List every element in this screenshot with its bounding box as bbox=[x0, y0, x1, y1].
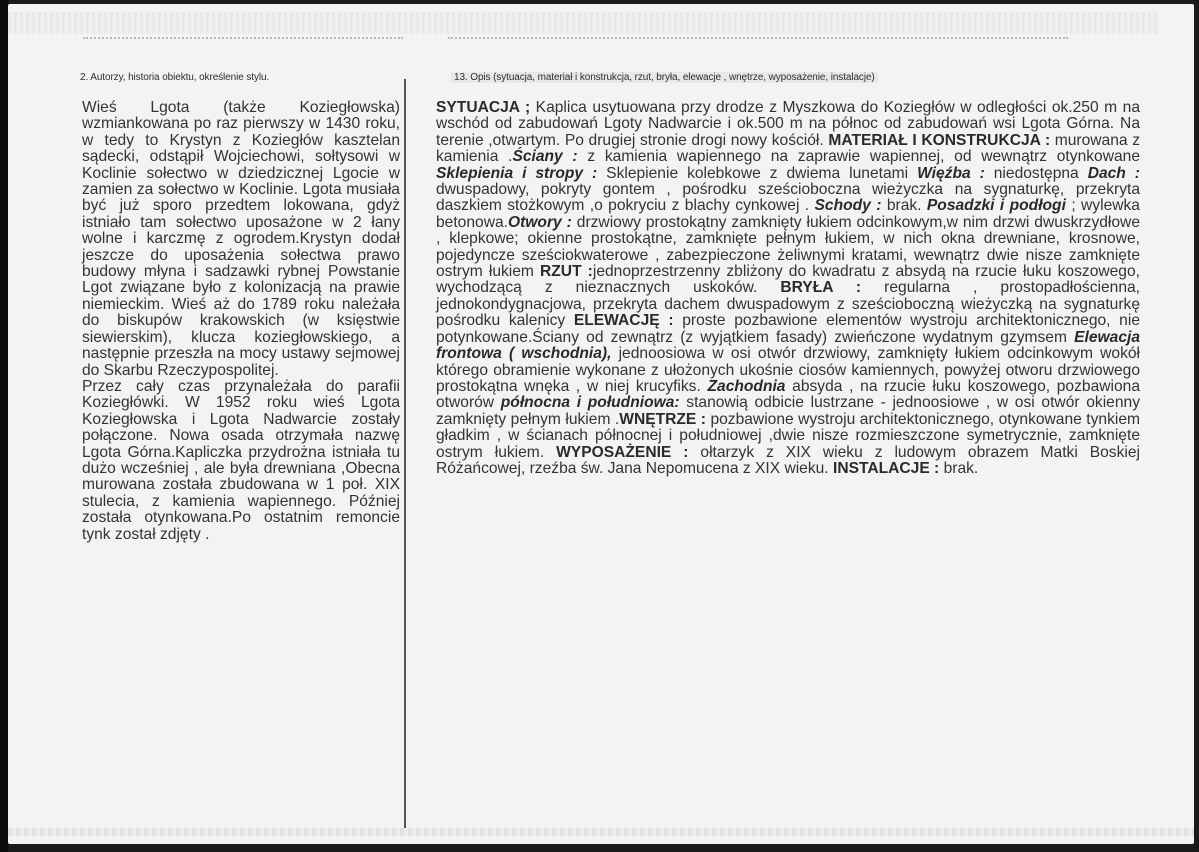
text-segment: ; wylewka betonowa. bbox=[436, 197, 1140, 231]
scanned-page bbox=[8, 4, 1194, 844]
text-segment: ołtarzyk z XIX wieku z ludowym obrazem Matki Boskiej Różańcowej, rzeźba św. Jana Nepomucena z XIX wieku. bbox=[436, 443, 1140, 477]
dotted-rule-left bbox=[83, 37, 403, 39]
text-segment: brak. bbox=[881, 197, 927, 215]
text-segment: stanowią odbicie lustrzane - jednoosiowe , w osi otwór okienny zamknięty pełnym łukiem . bbox=[436, 394, 1140, 428]
description-paragraph bbox=[436, 100, 1140, 477]
history-column bbox=[82, 100, 400, 543]
description-column bbox=[436, 100, 1140, 477]
dotted-rule-right bbox=[448, 37, 1068, 39]
keyword-sytuacja: SYTUACJA ; bbox=[436, 99, 531, 116]
text-segment: proste pozbawione elementów wystroju architektonicznego, nie potynkowane.Ściany od zewnątrz (z wyjątkiem fasady) zwieńczone wydatnym gzymsem bbox=[436, 312, 1140, 346]
keyword-material: MATERIAŁ I KONSTRUKCJA : bbox=[828, 131, 1051, 149]
keyword-elewacja-frontowa: Elewacja frontowa ( wschodnia), bbox=[436, 328, 1140, 363]
keyword-wiezba: Więźba : bbox=[917, 164, 985, 182]
keyword-zachodnia: Zachodnia bbox=[707, 377, 786, 395]
text-segment: z kamienia wapiennego na zaprawie wapiennej, od wewnątrz otynkowane bbox=[577, 148, 1140, 166]
keyword-wnetrze: WNĘTRZE : bbox=[619, 410, 706, 428]
section-header-description: 13. Opis (sytuacja, materiał i konstrukcja, rzut, bryła, elewacje , wnętrze, wyposażenie, instalacje) bbox=[451, 72, 878, 83]
text-segment: absyda , na rzucie łuku koszowego, pozbawiona otworów bbox=[436, 377, 1140, 412]
text-segment: niedostępna bbox=[984, 164, 1088, 182]
text-segment: drzwiowy prostokątny zamknięty łukiem odcinkowym,w nim drzwi dwuskrzydłowe , klepkowe; okienne prostokątne, zamknięte pełnym łukiem, w nich okna drewniane, krosnowe, pojedyncze sześciokwaterowe , zabezpieczone żeliwnymi kratami, wewnątrz dwie nisze zamknięte ostrym łukiem bbox=[436, 213, 1140, 281]
keyword-otwory: Otwory : bbox=[507, 213, 572, 231]
text-segment: regularna , prostopadłościenna, jednokondygnacjowa, przekryta dachem dwuspadowym z sześcioboczną wieżyczką na sygnaturkę pośrodku kalenicy bbox=[436, 279, 1140, 330]
text-segment: dwuspadowy, pokryty gontem , pośrodku sześcioboczna wieżyczka na sygnaturkę, przekryta daszkiem stożkowym ,o pokryciu z blachy cynkowej . bbox=[436, 181, 1140, 215]
keyword-wyposazenie: WYPOSAŻENIE : bbox=[556, 443, 689, 461]
scan-edge bbox=[0, 0, 8, 852]
column-divider bbox=[404, 79, 406, 831]
text-segment: Kaplica usytuowana przy drodze z Myszkowa do Koziegłów w odległości ok.250 m na wschód od zabudowań Lgoty Nadwarcie i ok.500 m na północ od zabudowań wsi Lgota Górna. Na terenie ,otwartym. Po drugiej stronie drogi nowy kościół. bbox=[436, 99, 1140, 149]
keyword-sklepienia: Sklepienia i stropy : bbox=[436, 164, 598, 182]
history-paragraph: Przez cały czas przynależała do parafii Koziegłówki. W 1952 roku wieś Lgota Koziegłowska i Lgota Nadwarcie zostały połączone. Nowa osada otrzymała nazwę Lgota Górna.Kapliczka przydrożna istniała tu dużo wcześniej , ale była drewniana ,Obecna murowana została zbudowana w 1 poł. XIX stulecia, z kamienia wapiennego. Później została otynkowana.Po ostatnim remoncie tynk został zdjęty . bbox=[82, 377, 400, 543]
history-paragraph: Wieś Lgota (także Koziegłowska) wzmiankowana po raz pierwszy w 1430 roku, w tedy to Krystyn z Koziegłów kasztelan sądecki, odstąpił Wojciechowi, sołtysowi w Koclinie sołectwo w dziedzicznej Lgocie w zamien za sołectwo w Koclinie. Lgota musiała być już sporo przedtem lokowana, gdyż istniało tam sołectwo uposażone w 2 łany wolne i karczmę z ogrodem.Krystyn dodał jeszcze do uposażenia sołectwa prawo budowy młyna i sadzawki rybnej Powstanie Lgot związane było z kolonizacją na prawie niemieckim. Wieś aż do 1789 roku należała do biskupów krakowskich (w księstwie siewierskim), klucza koziegłowskiego, a następnie przeszła na mocy ustawy sejmowej do Skarbu Rzeczypospolitej. bbox=[82, 99, 400, 379]
keyword-schody: Schody : bbox=[814, 197, 882, 215]
keyword-sciany: Ściany : bbox=[512, 148, 578, 166]
keyword-instalacje: INSTALACJE : bbox=[832, 459, 940, 477]
text-segment: jednoprzestrzenny zbliżony do kwadratu z absydą na rzucie łuku koszowego, wychodzącą z nieznacznych uskoków. bbox=[436, 263, 1140, 297]
scan-bottom-strip bbox=[8, 828, 1194, 836]
keyword-rzut: RZUT : bbox=[540, 263, 593, 281]
text-segment: jednoosiowa w osi otwór drzwiowy, zamknięty łukiem odcinkowym wokół którego obramienie wykonane z ułożonych ukośnie ciosów kamiennych, powyżej otworu drzwiowego prostokątna wnęka , w niej krucyfiks. bbox=[436, 345, 1141, 395]
keyword-polnocna-poludniowa: północna i południowa: bbox=[500, 394, 680, 412]
text-segment: pozbawione wystroju architektonicznego, otynkowane tynkiem gładkim , w ścianach północnej i południowej ,dwie nisze rozmieszczone symetrycznie, zamknięte ostrym łukiem. bbox=[436, 410, 1140, 461]
keyword-bryla: BRYŁA : bbox=[780, 279, 862, 297]
section-header-history: 2. Autorzy, historia obiektu, określenie stylu. bbox=[80, 72, 270, 83]
keyword-posadzki: Posadzki i podłogi bbox=[926, 197, 1066, 215]
text-segment: brak. bbox=[939, 459, 979, 477]
keyword-dach: Dach : bbox=[1087, 164, 1140, 182]
text-segment: Sklepienie kolebkowe z dwiema lunetami bbox=[597, 164, 918, 182]
scan-top-strip bbox=[8, 12, 1158, 34]
keyword-elewacje: ELEWACJĘ : bbox=[573, 312, 674, 330]
text-segment: murowana z kamienia . bbox=[436, 131, 1140, 166]
